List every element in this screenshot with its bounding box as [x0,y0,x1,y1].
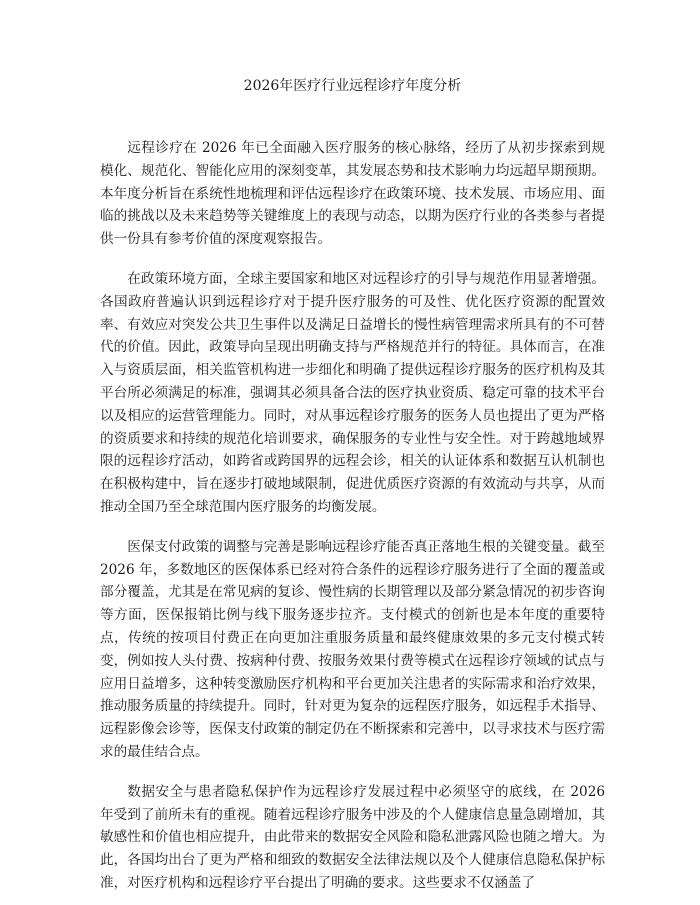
paragraph-intro: 远程诊疗在 2026 年已全面融入医疗服务的核心脉络，经历了从初步探索到规模化、规范化、智能化应用的深刻变革，其发展态势和技术影响力均远超早期预期。本年度分析旨在系统性地梳理和评估远程诊疗在政策环境、技术发展、市场应用、面临的挑战以及未来趋势等关键维度上的表现与动态，以期为医疗行业的各类参与者提供一份具有参考价值的深度观察报告。 [100,140,605,248]
document-title: 2026年医疗行业远程诊疗年度分析 [243,78,462,94]
paragraph-policy-environment: 在政策环境方面，全球主要国家和地区对远程诊疗的引导与规范作用显著增强。各国政府普遍认识到远程诊疗对于提升医疗服务的可及性、优化医疗资源的配置效率、有效应对突发公共卫生事件以及满足日益增长的慢性病管理需求所具有的不可替代的价值。因此，政策导向呈现出明确支持与严格规范并行的特征。具体而言，在准入与资质层面，相关监管机构进一步细化和明确了提供远程诊疗服务的医疗机构及其平台所必须满足的标准，强调其必须具备合法的医疗执业资质、稳定可靠的技术平台以及相应的运营管理能力。同时，对从事远程诊疗服务的医务人员也提出了更为严格的资质要求和持续的规范化培训要求，确保服务的专业性与安全性。对于跨越地域界限的远程诊疗活动，如跨省或跨国界的远程会诊，相关的认证体系和数据互认机制也在积极构建中，旨在逐步打破地域限制，促进优质医疗资源的有效流动与共享，从而推动全国乃至全球范围内医疗服务的均衡发展。 [100,270,605,515]
paragraph-data-security: 数据安全与患者隐私保护作为远程诊疗发展过程中必须坚守的底线，在 2026 年受到了前所未有的重视。随着远程诊疗服务中涉及的个人健康信息量急剧增加，其敏感性和价值也相应提升，由此带来的数据安全风险和隐私泄露风险也随之增大。为此，各国均出台了更为严格和细致的数据安全法律法规以及个人健康信息隐私保护标准，对医疗机构和远程诊疗平台提出了明确的要求。这些要求不仅涵盖了 [100,783,605,891]
paragraph-insurance-payment: 医保支付政策的调整与完善是影响远程诊疗能否真正落地生根的关键变量。截至 2026 年，多数地区的医保体系已经对符合条件的远程诊疗服务进行了全面的覆盖或部分覆盖，尤其是在常见病的复诊、慢性病的长期管理以及部分紧急情况的初步咨询等方面，医保报销比例与线下服务逐步拉齐。支付模式的创新也是本年度的重要特点，传统的按项目付费正在向更加注重服务质量和最终健康效果的多元支付模式转变，例如按人头付费、按病种付费、按服务效果付费等模式在远程诊疗领域的试点与应用日益增多，这种转变激励医疗机构和平台更加关注患者的实际需求和治疗效果，推动服务质量的持续提升。同时，针对更为复杂的远程医疗服务，如远程手术指导、远程影像会诊等，医保支付政策的制定仍在不断探索和完善中，以寻求技术与医疗需求的最佳结合点。 [100,538,605,760]
